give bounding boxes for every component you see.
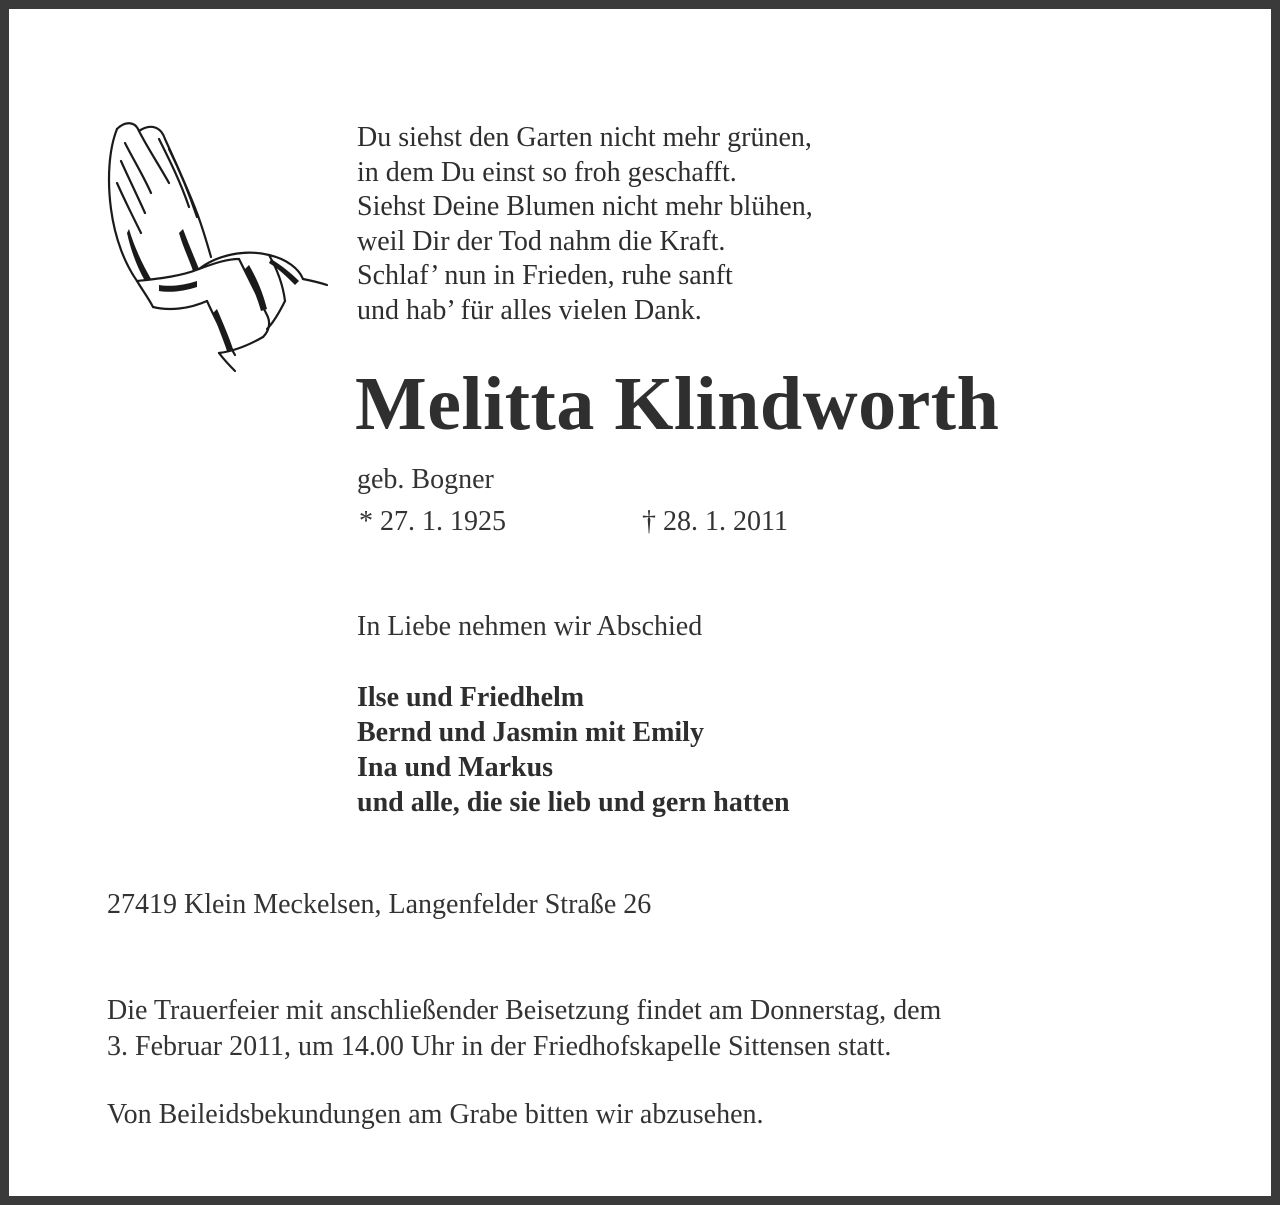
mourners-list (357, 680, 790, 820)
ceremony-line: 3. Februar 2011, um 14.00 Uhr in der Friedhofskapelle Sittensen statt. (107, 1031, 892, 1062)
poem-line: in dem Du einst so froh geschafft. (357, 156, 737, 188)
funeral-ceremony-info (107, 993, 941, 1065)
mourner-line: Ina und Markus (357, 752, 554, 783)
maiden-name: geb. Bogner (357, 464, 494, 495)
praying-hands-icon (99, 109, 331, 374)
poem-line: Schlaf’ nun in Frieden, ruhe sanft (357, 260, 733, 291)
deceased-name: Melitta Klindworth (355, 362, 1000, 446)
memorial-poem (357, 121, 813, 328)
mourner-line: Bernd und Jasmin mit Emily (357, 717, 704, 748)
poem-line: weil Dir der Tod nahm die Kraft. (357, 225, 726, 257)
mourner-line: Ilse und Friedhelm (357, 682, 585, 713)
poem-line: und hab’ für alles vielen Dank. (357, 294, 702, 326)
mourner-line: und alle, die sie lieb und gern hatten (357, 787, 790, 818)
poem-line: Du siehst den Garten nicht mehr grünen, (357, 122, 812, 153)
family-address: 27419 Klein Meckelsen, Langenfelder Straße 26 (107, 889, 652, 920)
condolence-note: Von Beileidsbekundungen am Grabe bitten wir abzusehen. (107, 1099, 764, 1130)
farewell-line: In Liebe nehmen wir Abschied (357, 611, 703, 642)
ceremony-line: Die Trauerfeier mit anschließender Beisetzung findet am Donnerstag, dem (107, 995, 942, 1026)
poem-line: Siehst Deine Blumen nicht mehr blühen, (357, 191, 813, 222)
birth-date: * 27. 1. 1925 (359, 506, 506, 537)
death-date: † 28. 1. 2011 (642, 506, 788, 537)
